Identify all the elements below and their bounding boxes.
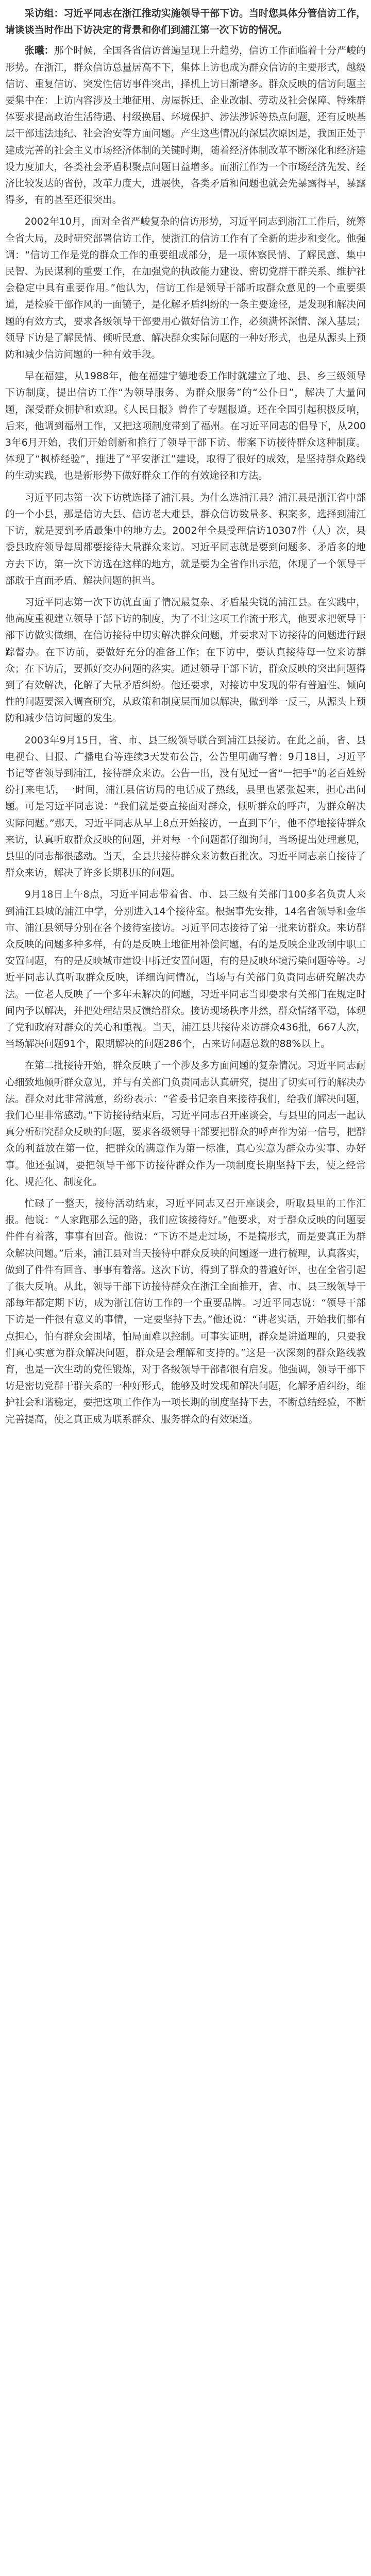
answer-paragraph-8: 在第二批接待开始，群众反映了一个涉及多方面问题的复杂情况。习近平同志耐心细致地倾听群众意见，并与有关部门负责同志认真研究，提出了切实可行的解决办法。群众对此非常满意，纷纷表示：“省委书记亲自来接待我们，给我们解决问题，我们心里非常感动。”下访接待结束后，习近平同志召开座谈会，与县里的同志一起认真分析研究群众反映的问题，要求各级领导干部要把群众的呼声作为第一信号，把群众的利益放在第一位，把群众的满意作为第一标准，真心实意为群众办实事、办好事。他还强调，要把领导干部下访接待群众作为一项制度长期坚持下去，使之经常化、规范化、制度化。 [5,1060,366,1188]
answer-text-1: 那个时候，全国各省信访普遍呈现上升趋势，信访工作面临着十分严峻的形势。在浙江，群众信访总量居高不下，集体上访也成为群众信访的主要形式，越级信访、重复信访、突发性信访事件突出，择机上访日渐增多。群众反映的信访问题主要集中在：上访内容涉及土地征用、房屋拆迁、企业改制、劳动及社会保障、特殊群体要求提高政治生活待遇、村级换届、环境保护、涉法涉诉等热点问题，还有反映基层干部违法违纪、社会治安等方面问题。产生这些情况的深层次原因是，我国正处于建成完善的社会主义市场经济体制的关键时期，随着经济体制改革不断深化和经济建设力度加大，各类社会矛盾积聚点问题日益增多。而浙江作为一个市场经济先发、经济比较发达的省份，改革力度大，进展快，各类矛盾和问题也就会先暴露得早，暴露得多，有的甚至还很突出。 [5,45,366,206]
answer-paragraph-1 [5,42,366,208]
answer-paragraph-3: 早在福建，从1988年，他在福建宁德地委工作时就建立了地、县、乡三级领导下访制度，提出信访工作“为领导服务、为群众服务”的“公仆日”，解决了大量问题，深受群众拥护和欢迎。《人民日报》曾作了专题报道。还在全国引起积极反响，后来，他调到福州工作，又把这项制度带到了福州。在习近平同志的倡导下，从2003年6月开始，我们开始创新和推行了领导干部下访、带案下访接待群众这种制度。体现了“枫桥经验”，推进了“平安浙江”建设，取得了很好的成效，是坚持群众路线的生动实践，也是新形势下做好群众工作的有效途径和方法。 [5,370,366,482]
answer-label: 张曦： [24,45,54,57]
answer-paragraph-2: 2002年10月，面对全省严峻复杂的信访形势，习近平同志到浙江工作后，统筹全省大局，及时研究部署信访工作，使浙江的信访工作有了全新的进步和变化。他强调：“信访工作是党的群众工作的重要组成部分，是一项体察民情、了解民意、集中民智、为民谋利的重要工作，在加强党的执政能力建设、密切党群干群关系、维护社会稳定中具有重要作用。”他认为，信访工作是领导干部听取群众意见的一个重要渠道，是检验干部作风的一面镜子，是化解矛盾纠纷的一条主要途径，是发现和解决问题的有效方式，要求各级领导干部要用心做好信访工作，必须满怀深情、深入基层；领导下访是了解民情、倾听民意、解决群众实际问题的一种好形式，也是从源头上预防和减少信访问题的一种有效手段。 [5,216,366,361]
answer-paragraph-7: 9月18日上午8点，习近平同志带着省、市、县三级有关部门100多名负责人来到浦江县城的浦江中学，分别进入14个接待室。根据事先安排，14名省领导和金华市、浦江县领导分别在各个接待室接访。习近平同志接待了第一批来访群众。来访群众反映的问题多种多样，有的是反映土地征用补偿问题，有的是反映企业改制中职工安置问题，有的是反映城市建设中拆迁安置问题，有的是反映环境污染问题等等。习近平同志认真听取群众反映，详细询问情况，当场与有关部门负责同志研究解决办法。一位老人反映了一个多年未解决的问题，习近平同志当即要求有关部门在规定时间内予以解决，并把处理结果反馈给群众。接访现场秩序井然，群众情绪平稳，体现了党和政府对群众的关心和重视。当天，浦江县共接待来访群众436批，667人次，当场解决问题91个，限期解决的问题286个，占来访问题总数的88%以上。 [5,889,366,1050]
answer-paragraph-4: 习近平同志第一次下访就选择了浦江县。为什么选浦江县？浦江县是浙江省中部的一个小县，那是信访大县、信访老大难县，群众信访数量多、积案多，选择到浦江下访，就是要到矛盾最集中的地方去。2002年全县受理信访10307件（人）次，县委县政府领导每周都要接待大量群众来访。习近平同志就是要到问题多、矛盾多的地方去下访，第一次下访选在这样的地方，就是要为全省作出示范，体现了一个领导干部敢于直面矛盾、解决问题的担当。 [5,492,366,586]
interview-question [5,5,366,38]
interviewer-label: 采访组： [24,8,64,19]
answer-paragraph-5: 习近平同志第一次下访就直面了情况最复杂、矛盾最尖锐的浦江县。在实践中，他高度重视建立领导干部下访的制度，为了不让这项工作流于形式，他要求把领导干部下访做实做细，在信访接待中切实解决群众问题，并要求对下访接待的问题进行跟踪督办。在下访前，要做好充分的准备工作；在下访中，要认真接待每一位来访群众；在下访后，要抓好交办问题的落实。通过领导干部下访，群众反映的突出问题得到了有效解决，化解了大量矛盾纠纷。他还要求，对接访中发现的带有普遍性、倾向性的问题要深入调查研究，从政策和制度层面加以解决，做到举一反三，从源头上预防和减少信访问题的发生。 [5,596,366,724]
question-text: 习近平同志在浙江推动实施领导干部下访。当时您具体分管信访工作，请谈谈当时作出下访决定的背景和你们到浦江第一次下访的情况。 [5,8,366,36]
answer-paragraph-9: 忙碌了一整天，接待活动结束，习近平同志又召开座谈会，听取县里的工作汇报。他说：“人家跑那么远的路，我们应该接待好。”他要求，对于群众反映的问题要件件有着落，事事有回音。他说：“下访不是走过场，不是搞形式，而是要真正为群众解决问题。”后来，浦江县对当天接待中群众反映的问题逐一进行梳理，认真落实，做到了件件有回音、事事有着落。这次下访，得到了群众的普遍好评，也在全省引起了很大反响。从此，领导干部下访接待群众在浙江全面推开，省、市、县三级领导干部每年都定期下访，成为浙江信访工作的一个重要品牌。习近平同志说：“领导干部下访是一件很有意义的事情，一定要坚持下去。”他还说：“讲老实话，开始我们都有点担心，怕有群众会围堵，怕局面难以控制。可事实证明，群众是讲道理的，只要我们真心实意为群众解决问题，群众是会理解和支持的。”这是一次深刻的群众路线教育，也是一次生动的党性锻炼，对于各级领导干部都很有启发。他强调，领导干部下访是密切党群干群关系的一种好形式，能够及时发现和解决问题，化解矛盾纠纷，维护社会和谐稳定，要把这项工作作为一项长期的制度坚持下去，不断总结经验，不断完善提高，使之真正成为联系群众、服务群众的有效渠道。 [5,1198,366,1425]
answer-paragraph-6: 2003年9月15日，省、市、县三级领导联合到浦江县接访。在此之前，省、县电视台、日报、广播电台等连续3天发布公告，公告里明确写着：9月18日，习近平书记等省领导到浦江，接待群众来访。公告一出，没有见过一省“一把手”的老百姓纷纷打来电话，一时间，浦江县信访局的电话成了热线，县里也紧张起来，担心出问题。可是习近平同志说：“我们就是要直接面对群众，倾听群众的呼声，为群众解决实际问题。”那天，习近平同志从早上8点开始接访，一直到下午，他不停地接待群众来访，认真听取群众反映的问题，并对每一个问题都仔细询问，当场提出处理意见，县里的同志都很感动。当天，全县共接待群众来访数百批次。习近平同志亲自接待了群众来访，解决了许多长期积压的问题。 [5,734,366,879]
